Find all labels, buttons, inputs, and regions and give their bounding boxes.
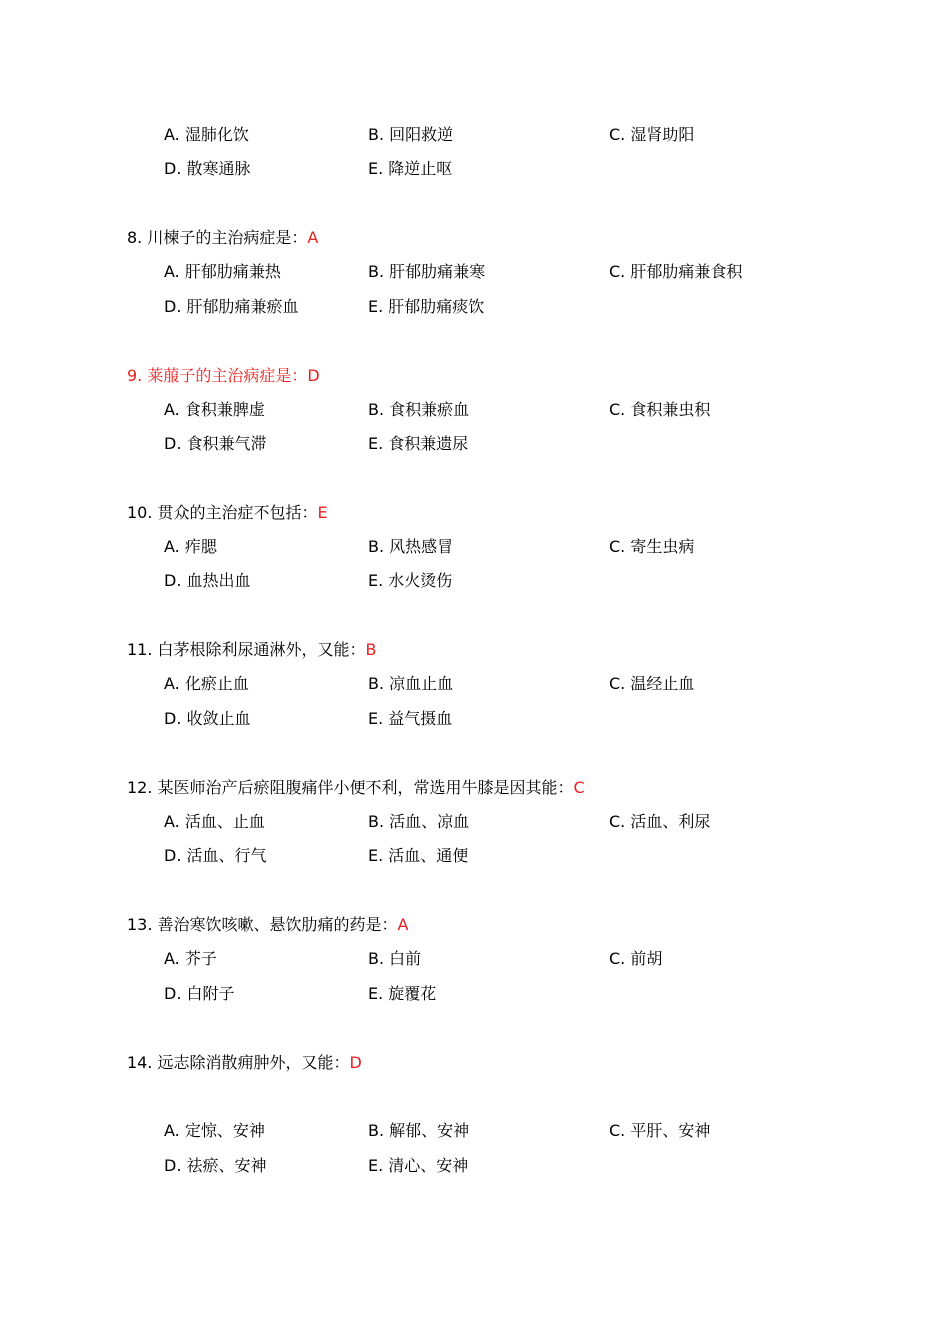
option-b: B. 凉血止血 — [368, 674, 454, 693]
option-c: C. 平肝、安神 — [609, 1121, 711, 1140]
answer-key: D — [307, 366, 320, 385]
option-d: D. 血热出血 — [164, 571, 251, 590]
question-text: 12. 某医师治产后瘀阻腹痛伴小便不利，常选用牛膝是因其能： — [127, 778, 574, 797]
answer-key: C — [573, 778, 585, 797]
question-text: 10. 贯众的主治症不包括： — [127, 503, 318, 522]
option-c: C. 湿肾助阳 — [609, 125, 695, 144]
option-e: E. 活血、通便 — [368, 846, 469, 865]
option-e: E. 肝郁肋痛痰饮 — [368, 297, 485, 316]
option-a: A. 定惊、安神 — [164, 1121, 265, 1140]
answer-key: A — [307, 228, 319, 247]
question-stem — [127, 778, 585, 798]
question-text: 13. 善治寒饮咳嗽、悬饮肋痛的药是： — [127, 915, 398, 934]
option-d: D. 祛瘀、安神 — [164, 1156, 267, 1175]
option-a: A. 芥子 — [164, 949, 217, 968]
question-stem — [127, 915, 409, 935]
option-d: D. 白附子 — [164, 984, 235, 1003]
option-b: B. 回阳救逆 — [368, 125, 454, 144]
option-e: E. 益气摄血 — [368, 709, 453, 728]
option-d: D. 收敛止血 — [164, 709, 251, 728]
option-c: C. 食积兼虫积 — [609, 400, 711, 419]
option-c: C. 肝郁肋痛兼食积 — [609, 262, 743, 281]
option-b: B. 食积兼瘀血 — [368, 400, 470, 419]
option-c: C. 温经止血 — [609, 674, 695, 693]
option-c: C. 寄生虫病 — [609, 537, 695, 556]
option-d: D. 散寒通脉 — [164, 159, 251, 178]
option-b: B. 活血、凉血 — [368, 812, 470, 831]
option-e: E. 降逆止呕 — [368, 159, 453, 178]
option-a: A. 湿肺化饮 — [164, 125, 249, 144]
option-e: E. 水火烫伤 — [368, 571, 453, 590]
option-c: C. 活血、利尿 — [609, 812, 711, 831]
option-d: D. 食积兼气滞 — [164, 434, 267, 453]
answer-key: D — [349, 1053, 362, 1072]
question-stem — [127, 1053, 362, 1073]
option-a: A. 肝郁肋痛兼热 — [164, 262, 281, 281]
answer-key: E — [317, 503, 328, 522]
question-stem — [127, 228, 318, 248]
option-b: B. 肝郁肋痛兼寒 — [368, 262, 486, 281]
option-a: A. 化瘀止血 — [164, 674, 249, 693]
option-a: A. 食积兼脾虚 — [164, 400, 265, 419]
question-text: 14. 远志除消散痈肿外，又能： — [127, 1053, 350, 1072]
question-text: 9. 莱菔子的主治病症是： — [127, 366, 308, 385]
question-stem — [127, 503, 328, 523]
option-d: D. 肝郁肋痛兼瘀血 — [164, 297, 299, 316]
option-d: D. 活血、行气 — [164, 846, 267, 865]
option-a: A. 活血、止血 — [164, 812, 265, 831]
option-b: B. 解郁、安神 — [368, 1121, 470, 1140]
option-b: B. 白前 — [368, 949, 422, 968]
question-stem — [127, 366, 320, 386]
option-e: E. 清心、安神 — [368, 1156, 469, 1175]
option-c: C. 前胡 — [609, 949, 663, 968]
option-e: E. 旋覆花 — [368, 984, 437, 1003]
option-e: E. 食积兼遗尿 — [368, 434, 469, 453]
question-stem — [127, 640, 377, 660]
question-text: 8. 川楝子的主治病症是： — [127, 228, 308, 247]
option-b: B. 风热感冒 — [368, 537, 454, 556]
option-a: A. 痄腮 — [164, 537, 217, 556]
answer-key: B — [365, 640, 377, 659]
answer-key: A — [397, 915, 409, 934]
question-text: 11. 白茅根除利尿通淋外，又能： — [127, 640, 366, 659]
